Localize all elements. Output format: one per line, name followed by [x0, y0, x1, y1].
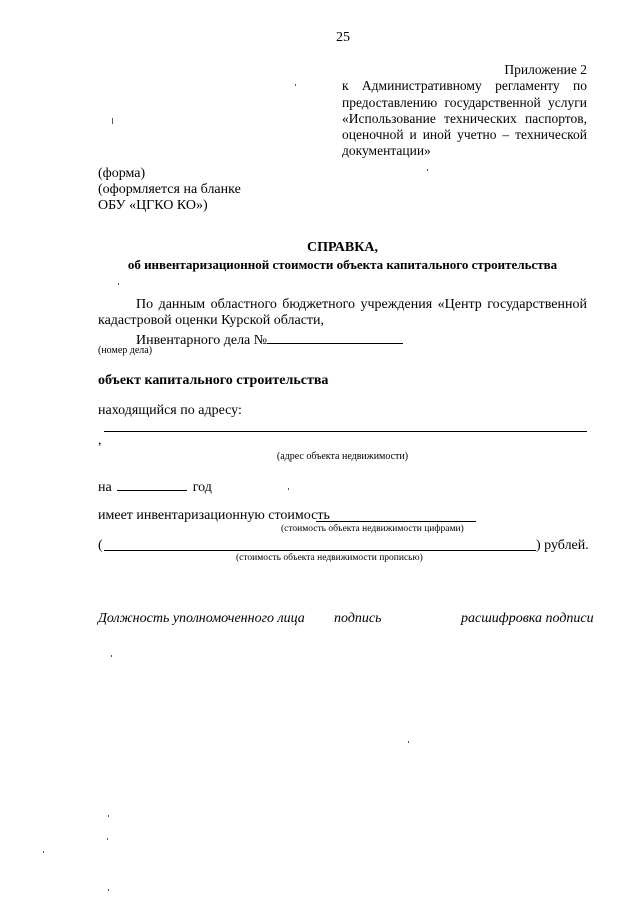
scan-speck	[112, 118, 113, 124]
scan-speck	[118, 283, 119, 285]
inventory-case-field	[136, 331, 403, 349]
appendix-line: оценочной и иной учетно – технической	[342, 127, 587, 143]
scan-speck	[111, 655, 112, 657]
scan-speck	[408, 741, 409, 743]
appendix-line: документации»	[342, 143, 431, 159]
scan-speck	[295, 84, 296, 86]
form-note-line: (форма)	[98, 166, 146, 181]
date-field	[98, 478, 212, 496]
appendix-title: Приложение 2	[504, 62, 587, 77]
form-note-line: ОБУ «ЦГКО КО»)	[98, 198, 208, 213]
inventory-case-blank	[267, 331, 403, 344]
address-caption: (адрес объекта недвижимости)	[276, 451, 409, 462]
appendix-line: «Использование технических паспортов,	[342, 110, 587, 126]
document-subtitle: об инвентаризационной стоимости объекта капитального строительства	[127, 257, 558, 272]
form-note-line: (оформляется на бланке	[98, 182, 241, 197]
open-paren: (	[98, 538, 103, 553]
address-comma: ,	[98, 433, 102, 448]
document-title: СПРАВКА,	[307, 240, 378, 255]
scan-speck	[108, 815, 109, 817]
position-label: Должность уполномоченного лица	[98, 611, 305, 626]
appendix-line: к Административному регламенту по	[342, 78, 587, 94]
address-label: находящийся по адресу:	[98, 403, 242, 418]
scan-speck	[427, 169, 428, 171]
value-words-caption: (стоимость объекта недвижимости прописью)	[236, 553, 423, 563]
address-line	[104, 431, 587, 432]
scan-speck	[108, 889, 109, 891]
inventory-case-label: Инвентарного дела №	[136, 333, 268, 348]
scan-speck	[43, 851, 44, 853]
year-label: год	[192, 480, 212, 495]
value-words-line	[104, 550, 536, 551]
on-label: на	[98, 480, 112, 495]
intro-line: кадастровой оценки Курской области,	[98, 313, 325, 328]
appendix-line: предоставлению государственной услуги	[342, 94, 587, 110]
value-digits-line	[316, 521, 476, 522]
object-heading: объект капитального строительства	[98, 373, 329, 388]
signature-label: подпись	[334, 611, 382, 626]
rubles-label: ) рублей.	[536, 538, 589, 553]
value-digits-caption: (стоимость объекта недвижимости цифрами)	[281, 524, 464, 534]
year-blank	[117, 478, 187, 491]
page-number: 25	[336, 30, 350, 45]
intro-line: По данным областного бюджетного учреждения «Центр государственной	[136, 297, 587, 312]
appendix-block	[342, 62, 587, 160]
case-number-caption: (номер дела)	[98, 345, 153, 356]
intro-paragraph	[98, 297, 587, 329]
value-label: имеет инвентаризационную стоимость	[98, 508, 330, 523]
scan-speck	[107, 838, 108, 840]
scan-speck	[288, 488, 289, 490]
signature-decoding-label: расшифровка подписи	[461, 611, 594, 626]
